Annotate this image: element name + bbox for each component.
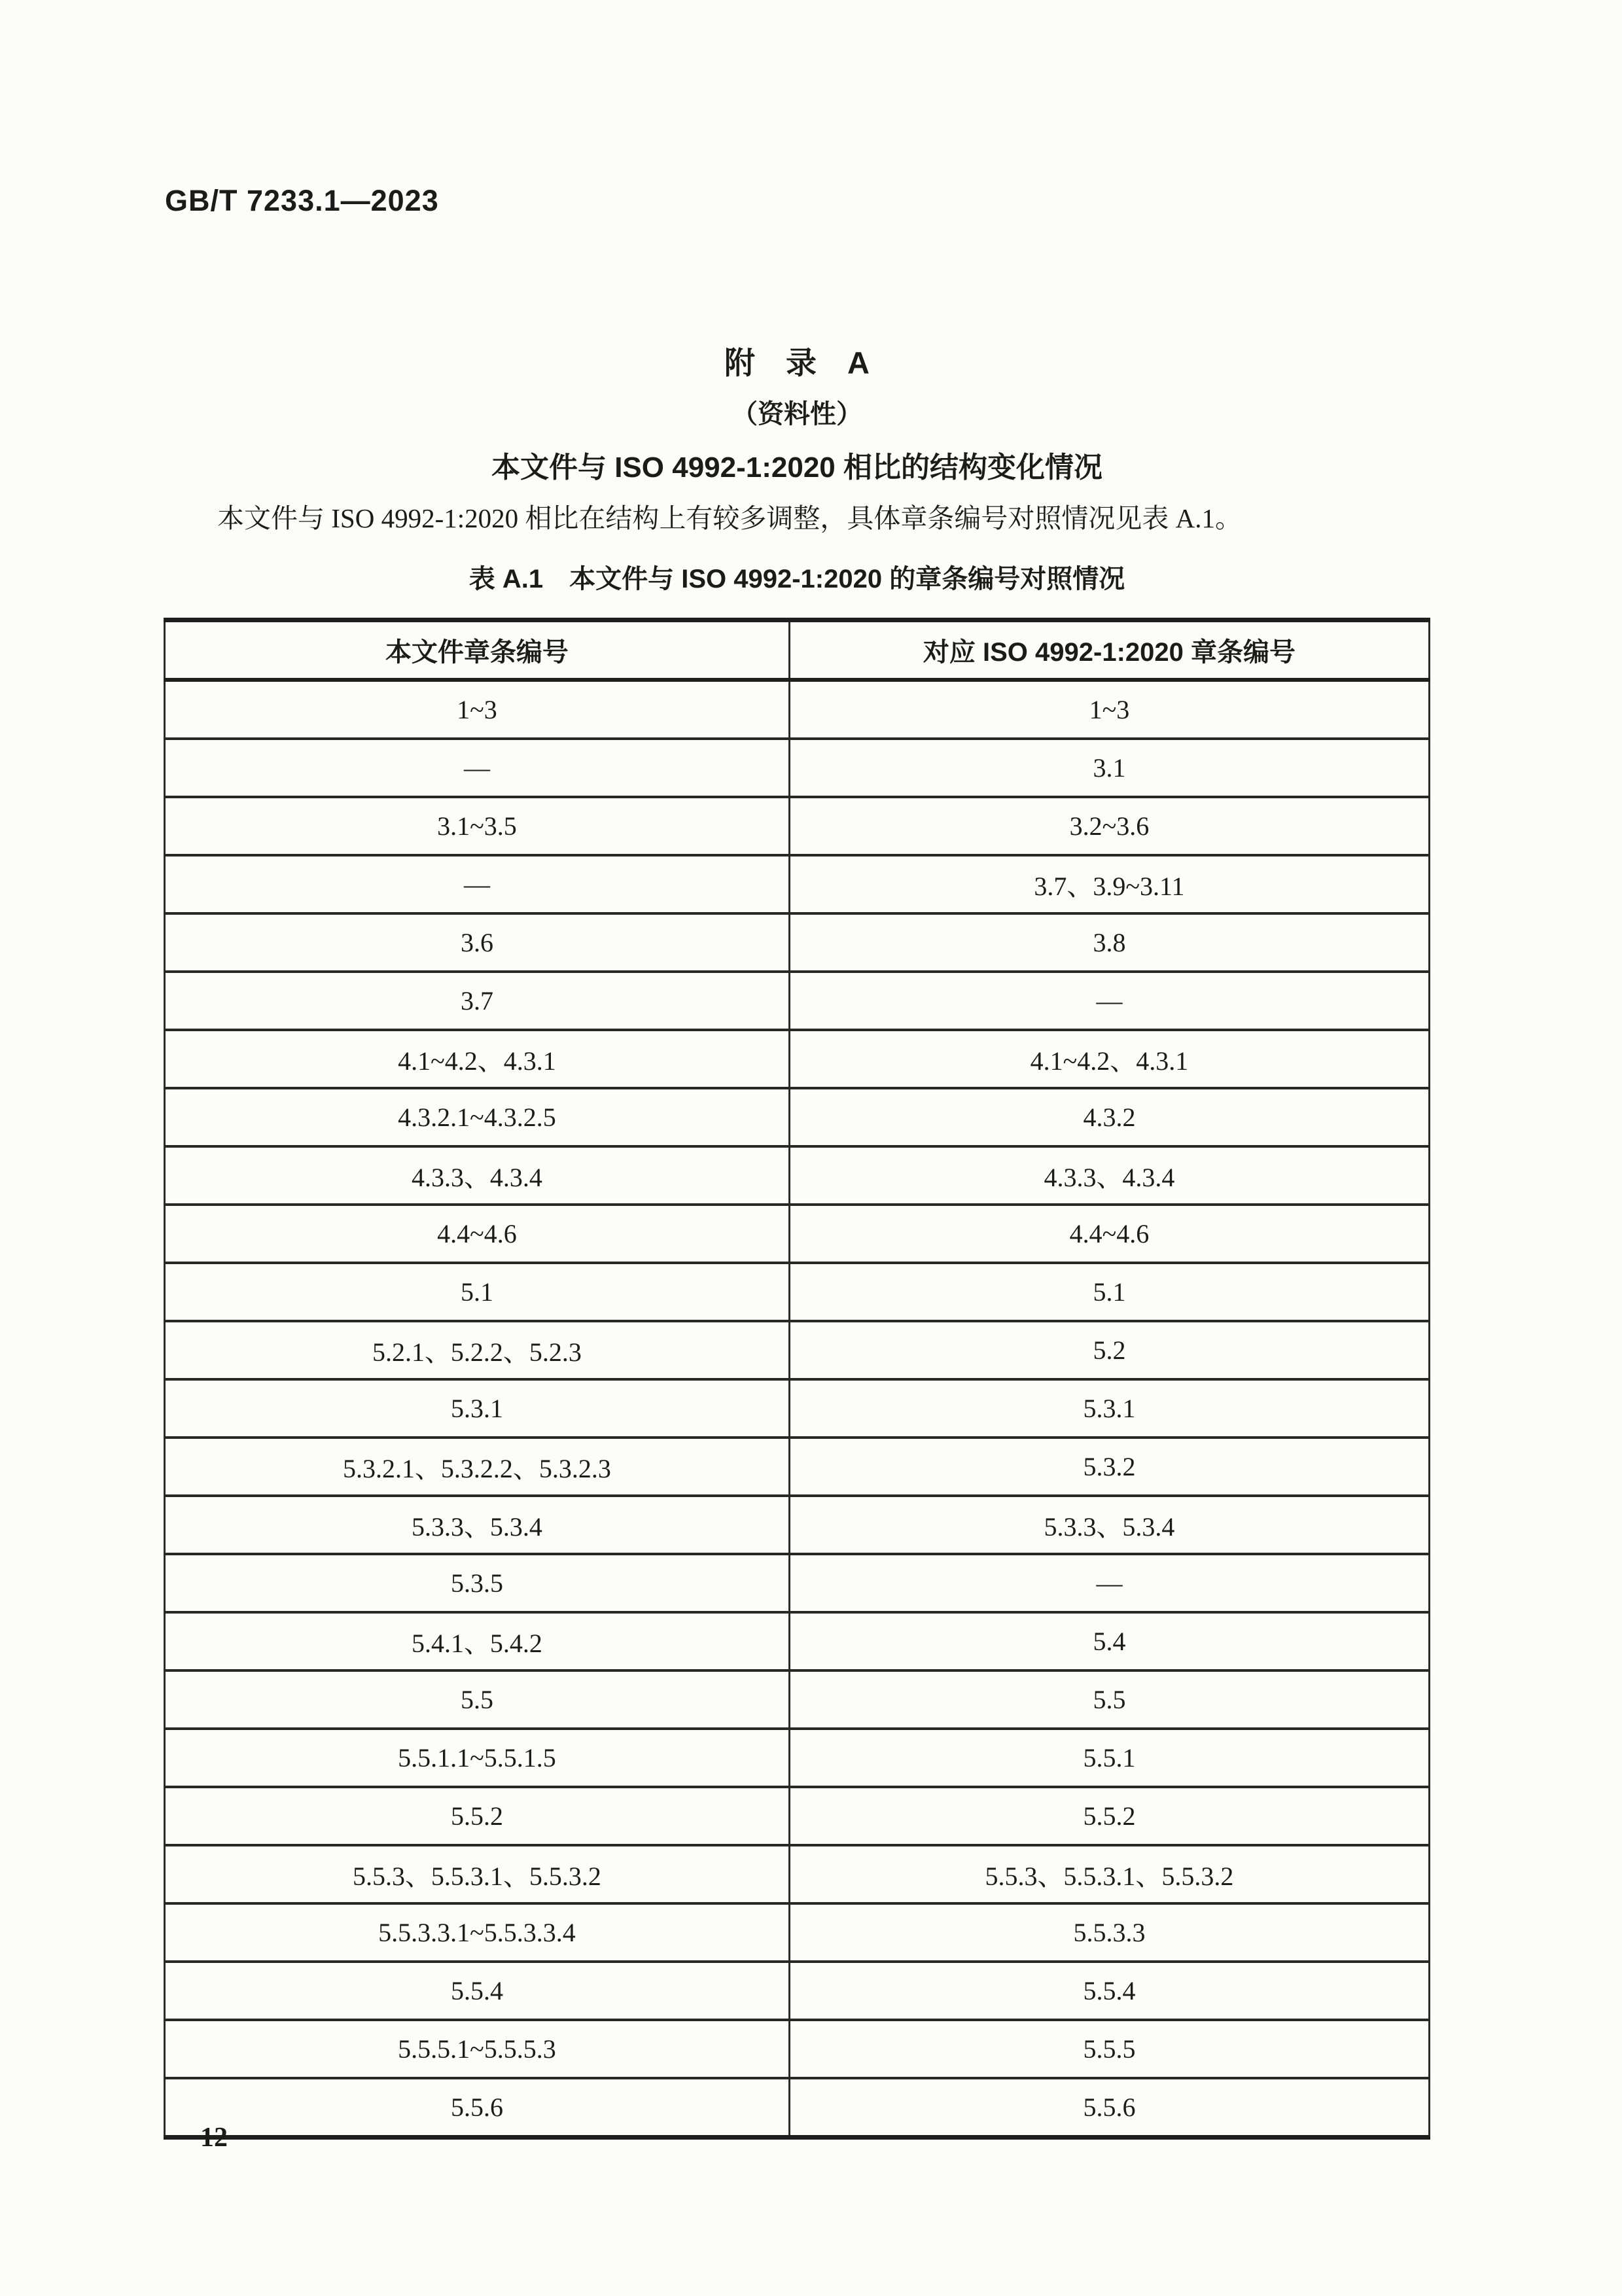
appendix-title: 附 录 A [724,345,870,380]
table-header-row [165,620,1430,680]
cell-this-document-clause: 5.3.2.1、5.3.2.2、5.3.2.3 [165,1438,790,1496]
cell-this-document-clause: 3.6 [165,913,790,972]
cell-this-document-clause: 4.4~4.6 [165,1205,790,1263]
cell-iso-clause: 4.1~4.2、4.3.1 [789,1030,1429,1088]
cell-this-document-clause: 5.5.3、5.5.3.1、5.5.3.2 [165,1845,790,1903]
cell-this-document-clause: 5.3.3、5.3.4 [165,1496,790,1554]
table-row [165,1554,1430,1612]
cell-this-document-clause: 3.1~3.5 [165,797,790,855]
cell-this-document-clause: 4.1~4.2、4.3.1 [165,1030,790,1088]
cell-this-document-clause: 5.5.6 [165,2078,790,2138]
table-row [165,1903,1430,1962]
table-row [165,1263,1430,1321]
document-code: GB/T 7233.1—2023 [165,184,439,217]
cell-iso-clause: 3.7、3.9~3.11 [789,855,1429,913]
table-row [165,1438,1430,1496]
cell-this-document-clause: 5.5.4 [165,1962,790,2020]
cell-iso-clause: 4.3.3、4.3.4 [789,1146,1429,1205]
cell-this-document-clause: 4.3.3、4.3.4 [165,1146,790,1205]
cell-iso-clause: 5.2 [789,1321,1429,1379]
table-row [165,855,1430,913]
table-row [165,1729,1430,1787]
table-row [165,1088,1430,1146]
cell-iso-clause: 5.5.3.3 [789,1903,1429,1962]
cell-this-document-clause: 5.5.5.1~5.5.5.3 [165,2020,790,2078]
cell-iso-clause: 5.4 [789,1612,1429,1670]
column-header-iso-clauses: 对应 ISO 4992-1:2020 章条编号 [789,620,1429,680]
table-row [165,797,1430,855]
cell-this-document-clause: — [165,855,790,913]
cell-iso-clause: 5.3.3、5.3.4 [789,1496,1429,1554]
table-row [165,1962,1430,2020]
table-row [165,1321,1430,1379]
cell-iso-clause: 5.5.2 [789,1787,1429,1845]
page-content [164,0,1430,2296]
cell-iso-clause: 1~3 [789,680,1429,739]
cell-this-document-clause: 5.5 [165,1670,790,1729]
cell-iso-clause: — [789,972,1429,1030]
cell-iso-clause: 5.3.1 [789,1379,1429,1438]
table-row [165,1612,1430,1670]
cell-this-document-clause: 5.3.1 [165,1379,790,1438]
table-caption: 表 A.1 本文件与 ISO 4992-1:2020 的章条编号对照情况 [468,565,1125,593]
cell-iso-clause: — [789,1554,1429,1612]
cell-this-document-clause: 5.5.3.3.1~5.5.3.3.4 [165,1903,790,1962]
intro-paragraph: 本文件与 ISO 4992-1:2020 相比在结构上有较多调整，具体章条编号对照情况见表 A.1。 [217,503,1242,533]
cell-this-document-clause: — [165,739,790,797]
cell-iso-clause: 5.3.2 [789,1438,1429,1496]
cell-iso-clause: 5.5.1 [789,1729,1429,1787]
cell-iso-clause: 5.5.5 [789,2020,1429,2078]
cell-iso-clause: 3.1 [789,739,1429,797]
table-row [165,2078,1430,2138]
table-row [165,1787,1430,1845]
table-row [165,1030,1430,1088]
cell-this-document-clause: 5.1 [165,1263,790,1321]
table-row [165,680,1430,739]
table-row [165,739,1430,797]
page-number: 12 [200,2123,228,2153]
cell-this-document-clause: 3.7 [165,972,790,1030]
table-row [165,1379,1430,1438]
cell-iso-clause: 3.2~3.6 [789,797,1429,855]
table-row [165,1146,1430,1205]
appendix-heading: 本文件与 ISO 4992-1:2020 相比的结构变化情况 [491,451,1102,484]
table-row [165,1670,1430,1729]
cell-this-document-clause: 1~3 [165,680,790,739]
cell-this-document-clause: 5.3.5 [165,1554,790,1612]
table-row [165,972,1430,1030]
appendix-subtitle: （资料性） [732,400,862,429]
cell-iso-clause: 3.8 [789,913,1429,972]
cell-iso-clause: 4.4~4.6 [789,1205,1429,1263]
cell-iso-clause: 5.5.6 [789,2078,1429,2138]
cell-this-document-clause: 5.5.1.1~5.5.1.5 [165,1729,790,1787]
column-header-this-document: 本文件章条编号 [165,620,790,680]
table-row [165,2020,1430,2078]
cell-iso-clause: 5.5.3、5.5.3.1、5.5.3.2 [789,1845,1429,1903]
cell-iso-clause: 5.5.4 [789,1962,1429,2020]
cell-iso-clause: 4.3.2 [789,1088,1429,1146]
cell-this-document-clause: 5.4.1、5.4.2 [165,1612,790,1670]
cell-iso-clause: 5.5 [789,1670,1429,1729]
table-row [165,1496,1430,1554]
table-row [165,913,1430,972]
clause-comparison-table [164,618,1430,2140]
cell-this-document-clause: 5.2.1、5.2.2、5.2.3 [165,1321,790,1379]
cell-iso-clause: 5.1 [789,1263,1429,1321]
table-row [165,1845,1430,1903]
table-row [165,1205,1430,1263]
cell-this-document-clause: 5.5.2 [165,1787,790,1845]
cell-this-document-clause: 4.3.2.1~4.3.2.5 [165,1088,790,1146]
